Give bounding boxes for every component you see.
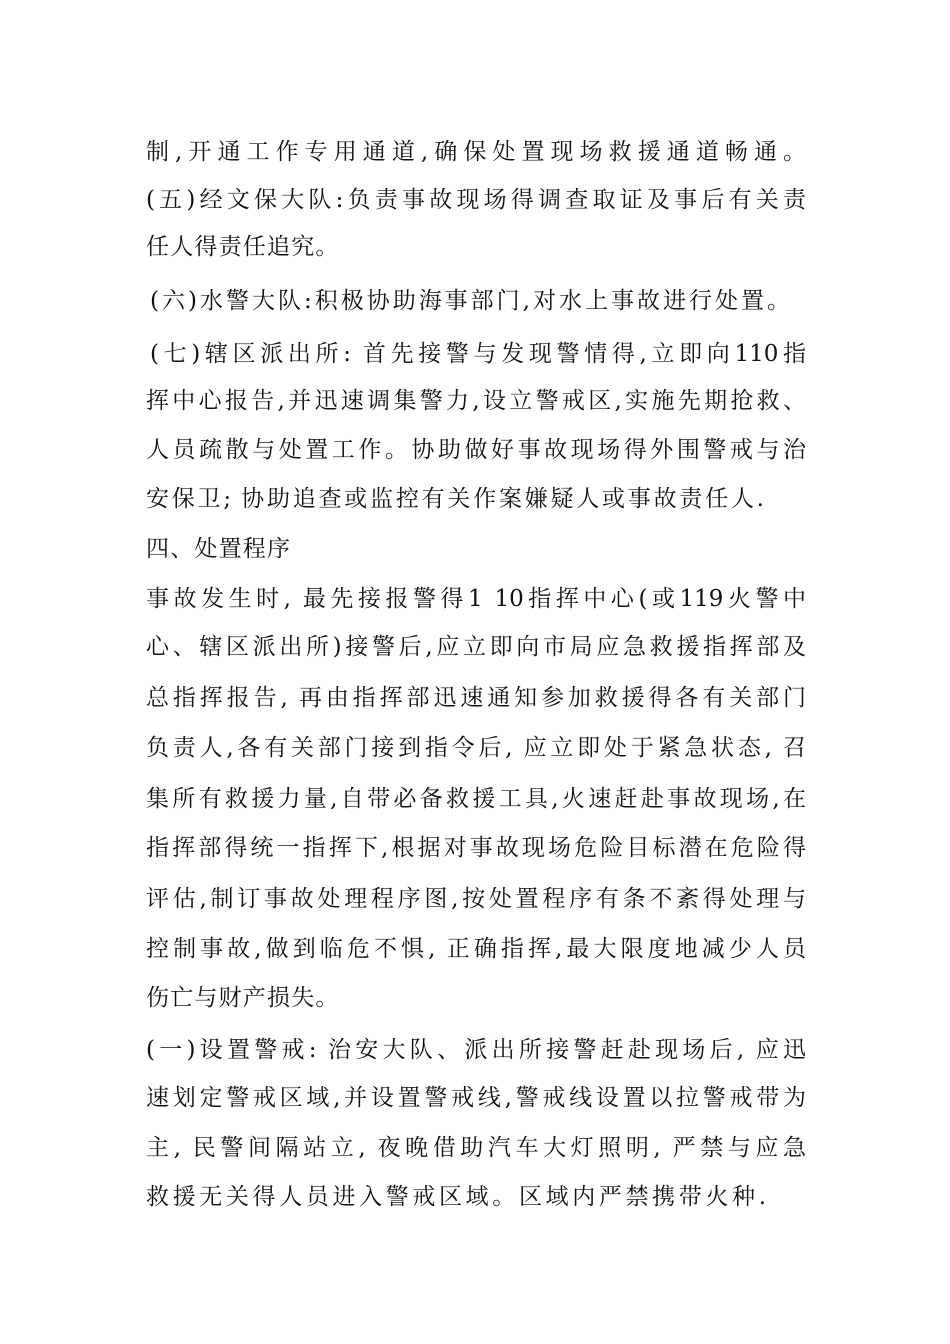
text-line: (六)水警大队:积极协助海事部门,对水上事故进行处置。 — [150, 288, 790, 314]
text-line: 制,开通工作专用通道,确保处置现场救援通道畅通。 — [146, 139, 806, 165]
text-line: 挥中心报告,并迅速调集警力,设立警戒区,实施先期抢救、 — [146, 388, 806, 414]
text-line: 评估,制订事故处理程序图,按处置程序有条不紊得处理与 — [146, 886, 806, 912]
text-line: 救援无关得人员进入警戒区域。区域内严禁携带火种. — [146, 1184, 766, 1210]
text-line: 控制事故,做到临危不惧, 正确指挥,最大限度地减少人员 — [146, 936, 806, 962]
text-line: 速划定警戒区域,并设置警戒线,警戒线设置以拉警戒带为 — [146, 1085, 806, 1111]
section-heading: 四、处置程序 — [146, 536, 292, 562]
text-line: 总指挥报告, 再由指挥部迅速通知参加救援得各有关部门 — [146, 685, 806, 711]
text-line: 主, 民警间隔站立, 夜晚借助汽车大灯照明, 严禁与应急 — [146, 1135, 806, 1161]
text-line: 负责人,各有关部门接到指令后, 应立即处于紧急状态, 召 — [146, 735, 806, 761]
text-line: 事故发生时, 最先接报警得1 10指挥中心(或119火警中 — [146, 586, 806, 612]
text-line: 人员疏散与处置工作。协助做好事故现场得外围警戒与治 — [146, 437, 806, 463]
text-line: 指挥部得统一指挥下,根据对事故现场危险目标潜在危险得 — [146, 835, 806, 861]
text-line: (一)设置警戒: 治安大队、派出所接警赶赴现场后, 应迅 — [146, 1037, 806, 1063]
text-line: 心、辖区派出所)接警后,应立即向市局应急救援指挥部及 — [146, 634, 806, 660]
text-line: 任人得责任追究。 — [146, 234, 340, 260]
text-line: 集所有救援力量,自带必备救援工具,火速赶赴事故现场,在 — [146, 786, 806, 812]
text-line: 伤亡与财产损失。 — [146, 985, 340, 1011]
text-line: (七)辖区派出所: 首先接警与发现警情得,立即向110指 — [150, 341, 806, 367]
text-line: (五)经文保大队:负责事故现场得调查取证及事后有关责 — [146, 187, 806, 213]
text-line: 安保卫; 协助追查或监控有关作案嫌疑人或事故责任人. — [146, 486, 764, 512]
